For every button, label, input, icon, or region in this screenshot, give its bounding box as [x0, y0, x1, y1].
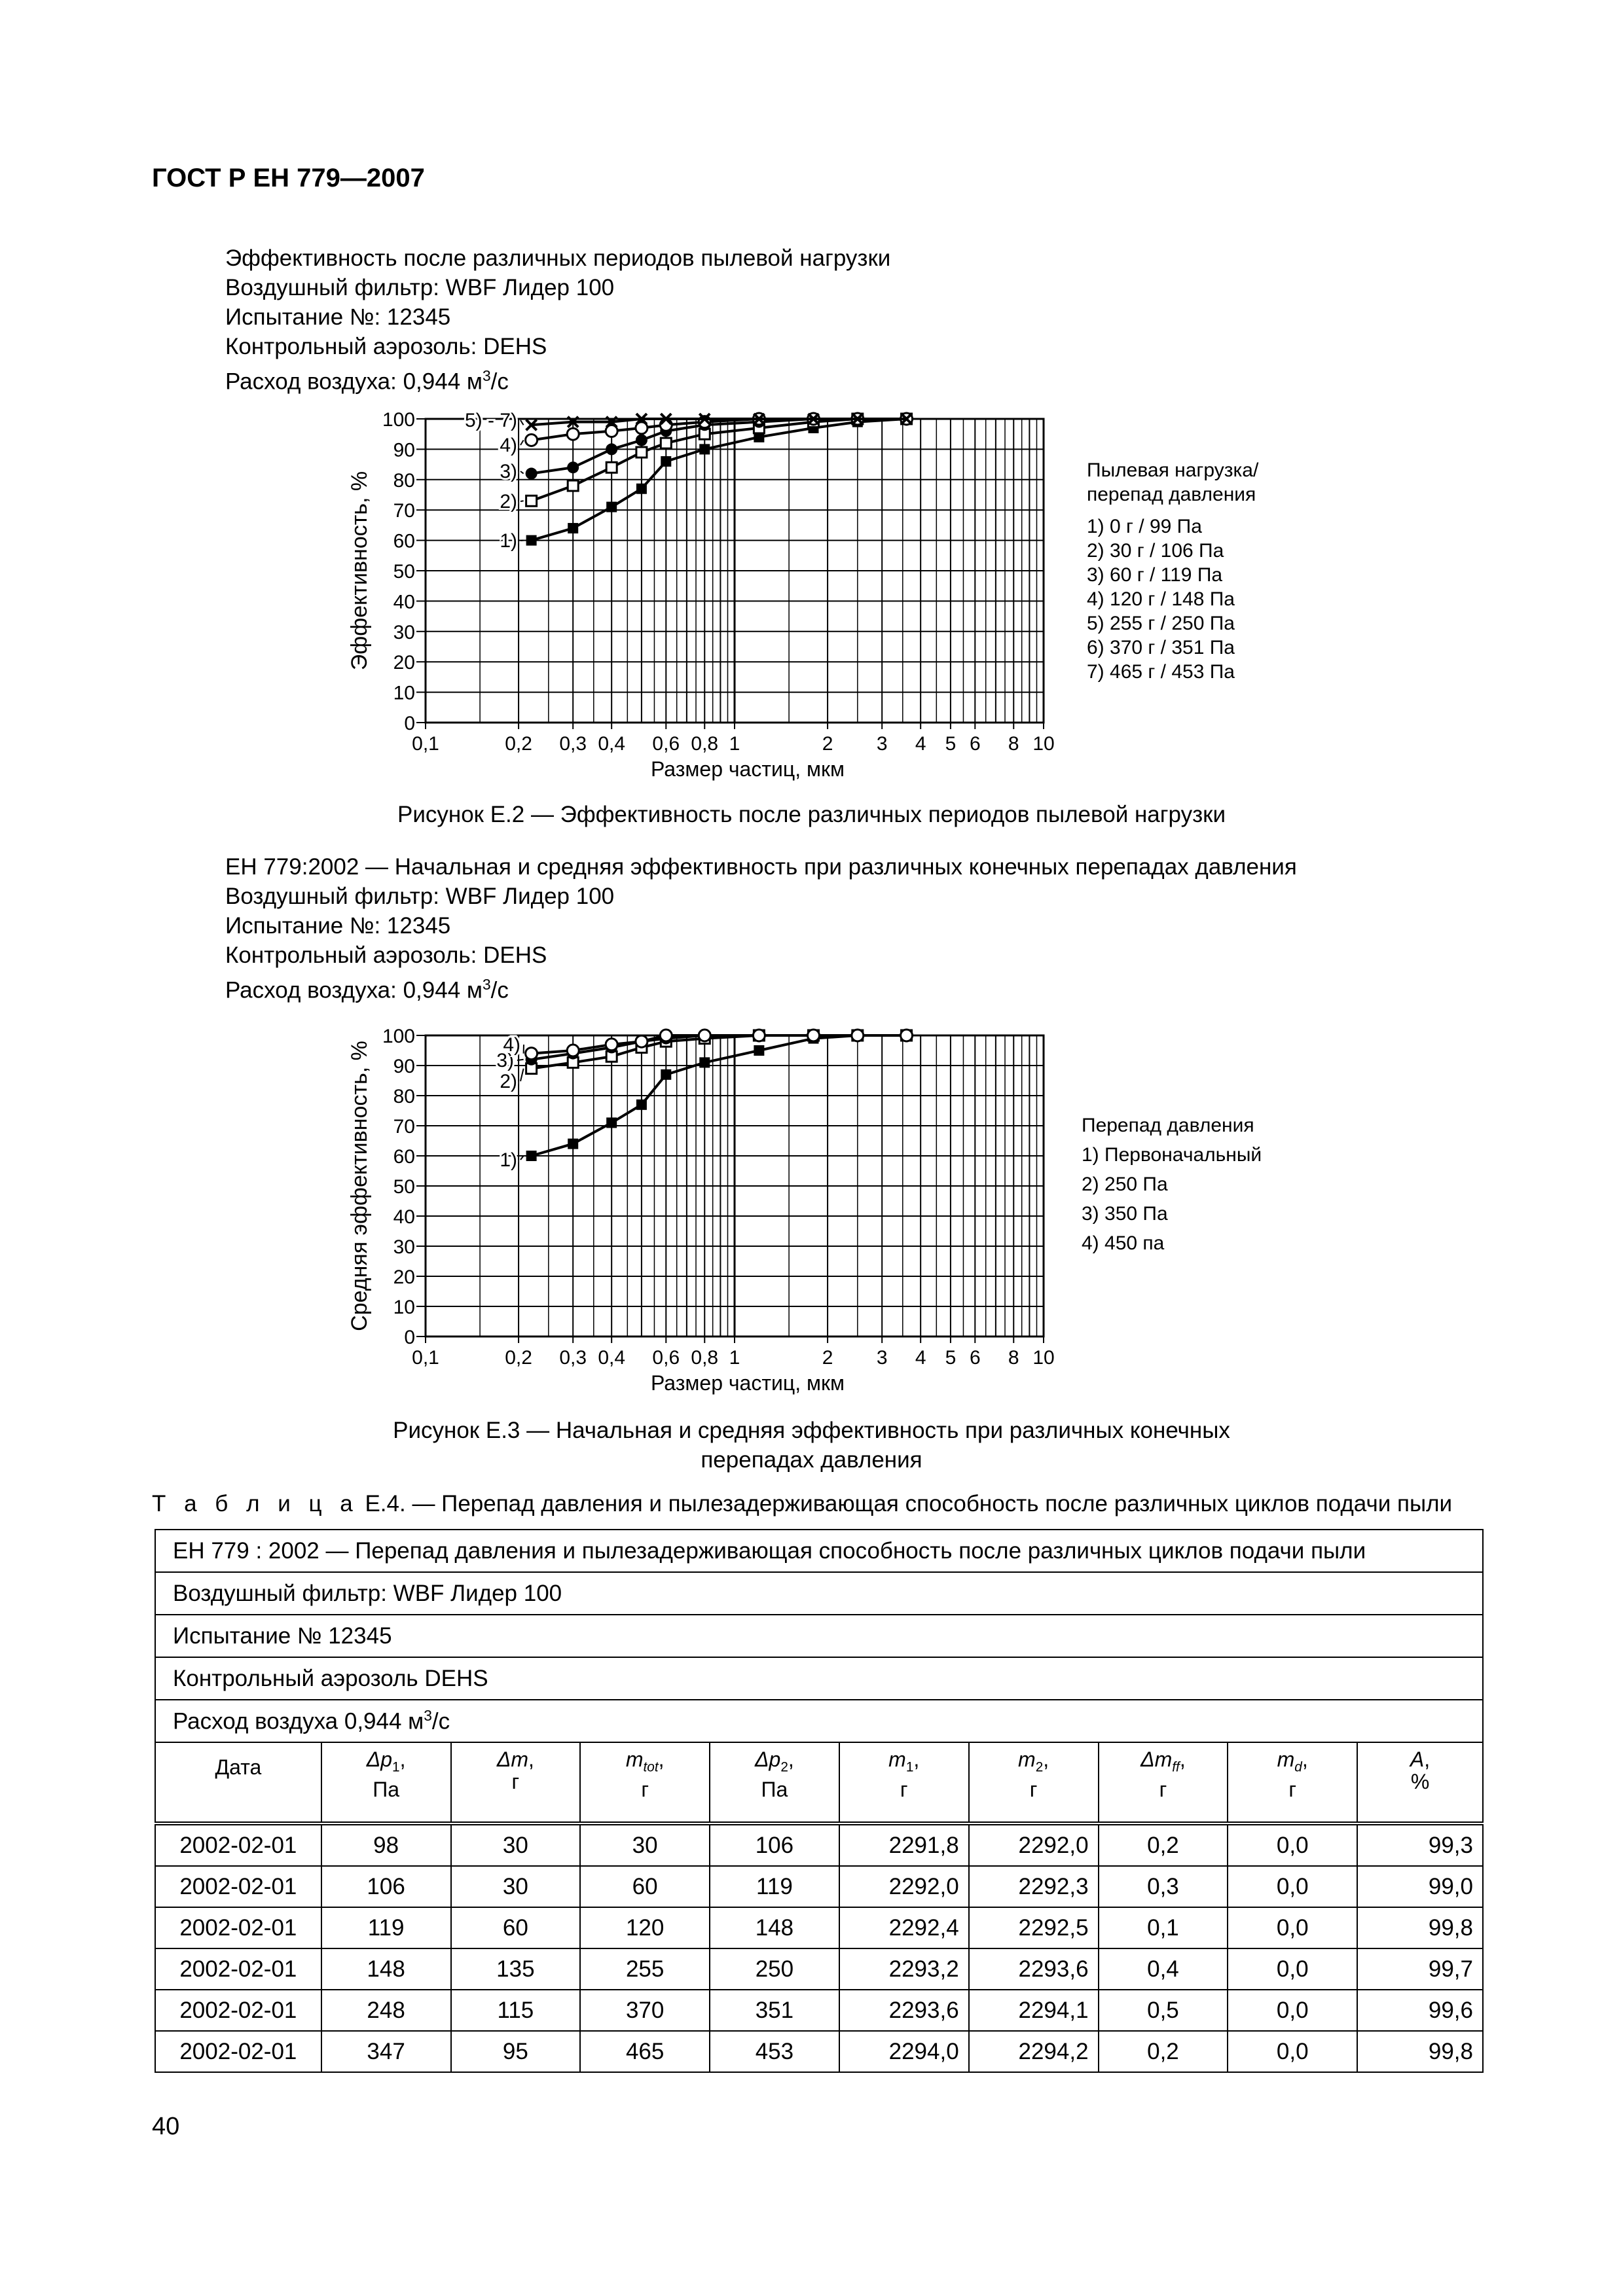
y-tick-label: 60 [393, 1146, 415, 1168]
table-cell: 0,0 [1228, 1866, 1357, 1907]
table-cell: 0,0 [1228, 1823, 1357, 1866]
x-tick-label: 4 [915, 1347, 926, 1369]
fig2-legend-title: Пылевая нагрузка/ [1087, 459, 1259, 481]
y-tick-label: 20 [393, 1266, 415, 1288]
table-cell: 0,0 [1228, 1948, 1357, 1990]
table-caption-prefix: Т а б л и ц а [152, 1491, 359, 1516]
table-row [155, 1907, 1483, 1948]
col-header-dp1: $\Delta p_1$, Па [321, 1742, 451, 1823]
table-row [155, 1990, 1483, 2031]
table-info-test: Испытание № 12345 [155, 1615, 1483, 1657]
x-tick-label: 0,3 [559, 733, 587, 755]
table-cell: 119 [710, 1866, 839, 1907]
table-cell: 0,2 [1099, 2031, 1228, 2072]
series-label: 3) [496, 1050, 514, 1071]
data-point-square-filled [606, 1117, 617, 1128]
y-tick-label: 0 [404, 1327, 415, 1348]
fig2-caption-line: Воздушный фильтр: WBF Лидер 100 [225, 275, 615, 300]
data-point-square-filled [754, 1045, 764, 1056]
table-cell: 2002-02-01 [155, 1990, 321, 2031]
y-tick-label: 70 [393, 1116, 415, 1138]
table-cell: 119 [321, 1907, 451, 1948]
data-point-circle-open [852, 1030, 864, 1041]
x-tick-label: 0,6 [652, 1347, 680, 1369]
data-point-square-filled [699, 1057, 710, 1067]
x-tick-label: 8 [1008, 1347, 1019, 1369]
col-header-mtot: $m_{tot}$, г [580, 1742, 710, 1823]
col-header-date: Дата [155, 1742, 321, 1823]
fig2-legend-title: перепад давления [1087, 484, 1256, 505]
fig3-caption-line: Расход воздуха: 0,944 $м^3/с$ [225, 976, 509, 1003]
fig3-caption-line: ЕН 779:2002 — Начальная и средняя эффективность при различных конечных перепадах давления [225, 854, 1297, 880]
table-cell: 2293,6 [839, 1990, 969, 2031]
fig3-figure-caption-line: перепадах давления [701, 1447, 922, 1473]
y-tick-label: 80 [393, 1086, 415, 1107]
table-cell: 98 [321, 1823, 451, 1866]
fig3-caption-line: Контрольный аэрозоль: DEHS [225, 942, 547, 968]
table-cell: 347 [321, 2031, 451, 2072]
fig3-legend-item: 2) 250 Па [1082, 1174, 1168, 1195]
y-tick-label: 90 [393, 439, 415, 461]
table-cell: 255 [580, 1948, 710, 1990]
y-tick-label: 10 [393, 1297, 415, 1318]
table-cell: 2292,4 [839, 1907, 969, 1948]
data-point-square-filled [636, 1100, 647, 1110]
fig2-figure-caption: Рисунок Е.2 — Эффективность после различных периодов пылевой нагрузки [397, 802, 1226, 827]
series-label-leader [520, 1069, 524, 1081]
series-label: 1) [500, 1149, 517, 1171]
table-cell: 148 [710, 1907, 839, 1948]
table-cell: 2293,2 [839, 1948, 969, 1990]
data-point-circle-open [606, 1039, 617, 1050]
data-point-circle-open [567, 1045, 579, 1056]
series-label: 2) [500, 491, 517, 512]
x-tick-label: 2 [822, 1347, 833, 1369]
y-tick-label: 60 [393, 530, 415, 552]
table-cell: 2002-02-01 [155, 2031, 321, 2072]
fig2-legend-item: 3) 60 г / 119 Па [1087, 564, 1223, 586]
table-cell: 2002-02-01 [155, 1907, 321, 1948]
fig3-legend-title: Перепад давления [1082, 1115, 1254, 1136]
table-cell: 2294,0 [839, 2031, 969, 2072]
data-point-square-filled [661, 1069, 671, 1080]
table-cell: 99,0 [1357, 1866, 1483, 1907]
y-tick-label: 10 [393, 682, 415, 704]
y-tick-label: 80 [393, 469, 415, 492]
y-tick-label: 50 [393, 561, 415, 583]
x-tick-label: 0,8 [691, 1347, 719, 1369]
x-tick-label: 5 [945, 733, 957, 755]
table-caption [152, 1491, 1452, 1517]
x-tick-label: 0,2 [505, 733, 532, 755]
table-info-filter: Воздушный фильтр: WBF Лидер 100 [155, 1572, 1483, 1615]
data-point-square-filled [526, 1151, 537, 1161]
x-tick-label: 6 [969, 1347, 981, 1369]
table-cell: 0,3 [1099, 1866, 1228, 1907]
table-cell: 0,2 [1099, 1823, 1228, 1866]
table-row [155, 1823, 1483, 1866]
table-body [155, 1823, 1483, 2072]
fig3-legend-item: 1) Первоначальный [1082, 1144, 1262, 1166]
table-cell: 2291,8 [839, 1823, 969, 1866]
table-header-row [155, 1742, 1483, 1823]
data-point-circle-open [699, 1030, 710, 1041]
table-cell: 250 [710, 1948, 839, 1990]
table-cell: 106 [321, 1866, 451, 1907]
x-tick-label: 10 [1032, 1347, 1055, 1369]
table-cell: 99,8 [1357, 2031, 1483, 2072]
table-cell: 351 [710, 1990, 839, 2031]
table-cell: 2293,6 [969, 1948, 1099, 1990]
table-cell: 465 [580, 2031, 710, 2072]
data-point-square-filled [568, 1139, 578, 1149]
fig3-caption-line: Испытание №: 12345 [225, 913, 451, 939]
fig2-legend-item: 5) 255 г / 250 Па [1087, 613, 1235, 634]
col-header-dp2: $\Delta p_2$, Па [710, 1742, 839, 1823]
table-cell: 99,7 [1357, 1948, 1483, 1990]
table-cell: 30 [451, 1866, 581, 1907]
x-tick-label: 6 [969, 733, 981, 755]
page-number: 40 [152, 2113, 180, 2140]
col-header-a: A, % [1357, 1742, 1483, 1823]
table-row [155, 1948, 1483, 1990]
x-tick-label: 5 [945, 1347, 957, 1369]
y-tick-label: 100 [382, 409, 415, 431]
fig2-caption-line: Контрольный аэрозоль: DEHS [225, 334, 547, 359]
table-caption-text: Е.4. — Перепад давления и пылезадерживающая способность после различных циклов подачи пыли [358, 1491, 1453, 1516]
y-tick-label: 100 [382, 1026, 415, 1047]
col-header-m1: $m_1$, г [839, 1742, 969, 1823]
y-tick-label: 90 [393, 1056, 415, 1077]
table-cell: 60 [580, 1866, 710, 1907]
table-cell: 30 [580, 1823, 710, 1866]
fig2-caption-line: Испытание №: 12345 [225, 304, 451, 330]
fig2-caption-line: Расход воздуха: 0,944 $м^3/с$ [225, 367, 509, 395]
table-cell: 99,6 [1357, 1990, 1483, 2031]
table-cell: 2294,1 [969, 1990, 1099, 2031]
x-tick-label: 0,3 [559, 1347, 587, 1369]
data-point-circle-open [901, 1030, 913, 1041]
x-tick-label: 0,4 [598, 1347, 626, 1369]
table-cell: 0,4 [1099, 1948, 1228, 1990]
table-cell: 60 [451, 1907, 581, 1948]
table-cell: 120 [580, 1907, 710, 1948]
x-tick-label: 4 [915, 733, 926, 755]
y-tick-label: 30 [393, 1236, 415, 1258]
fig2-caption-line: Эффективность после различных периодов пылевой нагрузки [225, 245, 891, 271]
x-tick-label: 0,6 [652, 733, 680, 755]
fig2-legend-item: 1) 0 г / 99 Па [1087, 516, 1202, 537]
data-point-circle-open [526, 1048, 538, 1060]
x-tick-label: 0,4 [598, 733, 626, 755]
x-tick-label: 3 [876, 733, 888, 755]
table-row [155, 2031, 1483, 2072]
y-tick-label: 30 [393, 621, 415, 643]
table-cell: 0,0 [1228, 2031, 1357, 2072]
y-tick-label: 0 [404, 713, 415, 734]
x-tick-label: 0,2 [505, 1347, 532, 1369]
table-cell: 2292,5 [969, 1907, 1099, 1948]
series-label: 2) [500, 1071, 517, 1092]
col-header-md: $m_d$, г [1228, 1742, 1357, 1823]
page-header: ГОСТ Р ЕН 779—2007 [152, 164, 425, 192]
table-info-title: ЕН 779 : 2002 — Перепад давления и пылезадерживающая способность после различных циклов подачи пыли [155, 1530, 1483, 1572]
y-tick-label: 70 [393, 500, 415, 522]
series-label: 4) [503, 1034, 520, 1056]
table-cell: 0,5 [1099, 1990, 1228, 2031]
table-cell: 30 [451, 1823, 581, 1866]
x-tick-label: 1 [729, 1347, 740, 1369]
x-axis-label: Размер частиц, мкм [651, 1371, 845, 1395]
y-tick-label: 20 [393, 652, 415, 674]
table-cell: 0,0 [1228, 1990, 1357, 2031]
fig2-legend-item: 6) 370 г / 351 Па [1087, 637, 1235, 658]
fig3-figure-caption [0, 1416, 1623, 1475]
series-label: 5) - 7) [464, 410, 517, 431]
y-axis-label: Средняя эффективность, % [347, 1041, 372, 1331]
y-tick-label: 50 [393, 1176, 415, 1198]
table-cell: 2002-02-01 [155, 1866, 321, 1907]
data-point-circle-open [636, 1035, 647, 1047]
series-label: 3) [500, 461, 517, 482]
fig2-legend-item: 4) 120 г / 148 Па [1087, 588, 1235, 610]
fig3-legend [1082, 1111, 1262, 1258]
x-tick-label: 2 [822, 733, 833, 755]
table-row [155, 1866, 1483, 1907]
x-tick-label: 3 [876, 1347, 888, 1369]
y-tick-label: 40 [393, 591, 415, 613]
table-info-airflow: Расход воздуха 0,944 $м^3/с$ [155, 1700, 1483, 1742]
x-tick-label: 0,1 [412, 1347, 439, 1369]
data-point-circle-open [660, 1030, 672, 1041]
table-cell: 2294,2 [969, 2031, 1099, 2072]
data-point-circle-open [807, 1030, 819, 1041]
fig3-legend-item: 4) 450 па [1082, 1232, 1165, 1254]
table-cell: 2002-02-01 [155, 1823, 321, 1866]
col-header-dm: Δm, г [451, 1742, 581, 1823]
table-cell: 2292,3 [969, 1866, 1099, 1907]
fig3-legend-item: 3) 350 Па [1082, 1203, 1168, 1225]
x-tick-label: 0,1 [412, 733, 439, 755]
table-cell: 95 [451, 2031, 581, 2072]
table-cell: 2292,0 [839, 1866, 969, 1907]
x-tick-label: 8 [1008, 733, 1019, 755]
table-cell: 370 [580, 1990, 710, 2031]
x-tick-label: 1 [729, 733, 740, 755]
data-point-circle-open [753, 1030, 765, 1041]
table-cell: 99,8 [1357, 1907, 1483, 1948]
series-label: 4) [500, 435, 517, 456]
x-axis-label: Размер частиц, мкм [651, 757, 845, 781]
fig3-caption-line: Воздушный фильтр: WBF Лидер 100 [225, 884, 615, 909]
fig2-legend-item: 7) 465 г / 453 Па [1087, 661, 1235, 683]
fig2-legend-item: 2) 30 г / 106 Па [1087, 540, 1224, 562]
table-cell: 2292,0 [969, 1823, 1099, 1866]
series-label: 1) [500, 530, 517, 552]
data-table [155, 1529, 1484, 2073]
table-cell: 248 [321, 1990, 451, 2031]
table-cell: 0,1 [1099, 1907, 1228, 1948]
table-cell: 115 [451, 1990, 581, 2031]
x-tick-label: 10 [1032, 733, 1055, 755]
fig3-figure-caption-line: Рисунок Е.3 — Начальная и средняя эффективность при различных конечных [393, 1418, 1230, 1443]
table-cell: 148 [321, 1948, 451, 1990]
table-cell: 2002-02-01 [155, 1948, 321, 1990]
x-tick-label: 0,8 [691, 733, 719, 755]
table-cell: 106 [710, 1823, 839, 1866]
table-cell: 135 [451, 1948, 581, 1990]
table-cell: 0,0 [1228, 1907, 1357, 1948]
y-axis-label: Эффективность, % [347, 471, 372, 671]
y-tick-label: 40 [393, 1206, 415, 1228]
table-info-aerosol: Контрольный аэрозоль DEHS [155, 1657, 1483, 1700]
table-cell: 99,3 [1357, 1823, 1483, 1866]
col-header-dmff: $\Delta m_{ff}$, г [1099, 1742, 1228, 1823]
table-cell: 453 [710, 2031, 839, 2072]
col-header-m2: $m_2$, г [969, 1742, 1099, 1823]
